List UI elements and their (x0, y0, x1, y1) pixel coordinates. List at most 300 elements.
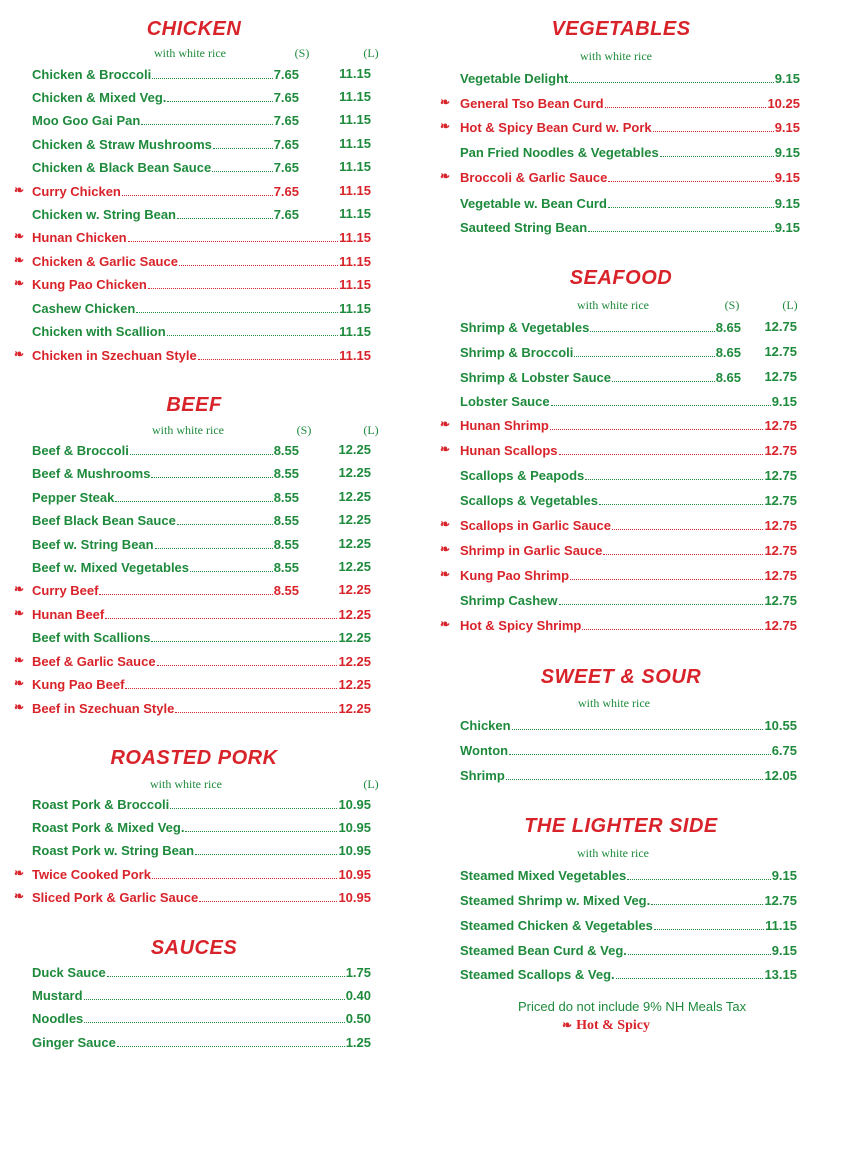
leader-dots (195, 854, 337, 855)
price: 0.40 (345, 987, 371, 1003)
menu-item-line (32, 156, 299, 178)
leader-dots (152, 878, 337, 879)
price-small: 7.65 (273, 136, 299, 152)
menu-item (440, 192, 802, 214)
menu-item-name: Noodles (32, 1010, 84, 1026)
hot-pepper-icon: ❧ (14, 347, 25, 361)
menu-item (14, 697, 374, 719)
menu-item (14, 1007, 374, 1029)
leader-dots (167, 335, 339, 336)
menu-item-line (460, 889, 797, 911)
hot-pepper-icon: ❧ (14, 889, 25, 903)
menu-item-name: Chicken in Szechuan Style (32, 347, 197, 363)
leader-dots (599, 504, 763, 505)
price-small: 8.55 (273, 465, 299, 481)
leader-dots (588, 231, 774, 232)
menu-item-name: Chicken & Mixed Veg. (32, 89, 167, 105)
hot-pepper-icon: ❧ (14, 276, 25, 290)
menu-item-line (32, 344, 371, 366)
leader-dots (608, 207, 774, 208)
menu-item-name: Hunan Beef (32, 606, 105, 622)
leader-dots (130, 454, 273, 455)
price: 11.15 (765, 917, 797, 933)
menu-item-name: Shrimp (460, 767, 505, 783)
leader-dots (512, 729, 764, 730)
leader-dots (167, 101, 272, 102)
menu-item-line (460, 316, 741, 338)
menu-item-name: Beef & Garlic Sauce (32, 653, 156, 669)
section-subheader (14, 777, 379, 793)
section-subtitle: with white rice (152, 423, 224, 437)
price-small: 8.55 (273, 489, 299, 505)
size-small-label: (S) (296, 423, 312, 437)
price: 12.75 (764, 892, 797, 908)
menu-item-line (32, 180, 299, 202)
menu-item-line (460, 341, 741, 363)
price-small: 7.65 (273, 183, 299, 199)
menu-item-line (32, 886, 371, 908)
menu-item (440, 92, 802, 114)
price-small: 8.55 (273, 536, 299, 552)
menu-item-line (32, 673, 371, 695)
menu-item-name: Hunan Chicken (32, 229, 127, 245)
menu-item-line (32, 603, 371, 625)
leader-dots (99, 594, 272, 595)
menu-item-line (32, 486, 299, 508)
menu-item (14, 863, 374, 885)
size-large-label: (L) (363, 423, 379, 437)
price-small: 7.65 (273, 66, 299, 82)
menu-item (440, 764, 802, 786)
leader-dots (608, 181, 773, 182)
menu-item-name: Pepper Steak (32, 489, 115, 505)
menu-item (440, 914, 802, 936)
menu-item (440, 963, 802, 985)
leader-dots (117, 1046, 345, 1047)
menu-item-line (32, 793, 371, 815)
leader-dots (155, 548, 273, 549)
leader-dots (212, 171, 272, 172)
section-subtitle: with white rice (154, 46, 226, 60)
menu-item-line (460, 764, 797, 786)
menu-item-name: Vegetable Delight (460, 70, 569, 86)
menu-item-name: Sliced Pork & Garlic Sauce (32, 889, 199, 905)
price: 11.15 (339, 276, 371, 292)
menu-item-name: Shrimp in Garlic Sauce (460, 542, 603, 558)
leader-dots (152, 78, 272, 79)
hot-pepper-icon: ❧ (440, 517, 451, 531)
menu-item (14, 1031, 374, 1053)
leader-dots (213, 148, 273, 149)
section-title: SWEET & SOUR (540, 666, 702, 688)
menu-item-name: Beef in Szechuan Style (32, 700, 175, 716)
menu-item-line (32, 697, 371, 719)
section-subheader (440, 49, 802, 65)
price: 10.95 (338, 819, 371, 835)
price: 9.15 (771, 942, 797, 958)
price-small: 8.65 (715, 344, 741, 360)
menu-item-line (460, 192, 800, 214)
hot-pepper-icon: ❧ (14, 700, 25, 714)
menu-item (14, 984, 374, 1006)
menu-item (14, 486, 374, 508)
menu-item-name: Cashew Chicken (32, 300, 136, 316)
menu-item-name: Roast Pork w. String Bean (32, 842, 195, 858)
section-title: CHICKEN (146, 18, 242, 40)
size-small-label: (S) (724, 298, 740, 312)
menu-item-line (32, 462, 299, 484)
menu-item-line (32, 509, 299, 531)
section-subheader (440, 846, 802, 862)
hot-pepper-icon: ❧ (440, 95, 451, 109)
price: 6.75 (771, 742, 797, 758)
menu-item-name: Duck Sauce (32, 964, 106, 980)
menu-item (440, 341, 802, 363)
menu-item (440, 889, 802, 911)
menu-item-line (32, 63, 299, 85)
leader-dots (128, 241, 339, 242)
hot-pepper-icon: ❧ (440, 119, 451, 133)
menu-item (440, 414, 802, 436)
menu-item-name: Steamed Chicken & Vegetables (460, 917, 653, 933)
menu-item-name: Beef & Mushrooms (32, 465, 151, 481)
leader-dots (585, 479, 763, 480)
menu-item-name: Mustard (32, 987, 83, 1003)
menu-item-name: Shrimp & Vegetables (460, 319, 590, 335)
price: 12.25 (338, 629, 371, 645)
hot-pepper-icon: ❧ (14, 653, 25, 667)
menu-item-name: Ginger Sauce (32, 1034, 116, 1050)
leader-dots (136, 312, 338, 313)
price: 12.05 (764, 767, 797, 783)
menu-item-name: Shrimp & Broccoli (460, 344, 574, 360)
price-large: 11.15 (339, 136, 371, 151)
tax-note: Priced do not include 9% NH Meals Tax (518, 999, 747, 1014)
leader-dots (122, 195, 273, 196)
menu-item (14, 250, 374, 272)
menu-item (14, 603, 374, 625)
menu-item-line (460, 92, 800, 114)
leader-dots (84, 1022, 344, 1023)
section-subtitle: with white rice (577, 298, 649, 312)
menu-item (440, 564, 802, 586)
leader-dots (654, 929, 764, 930)
menu-item (14, 650, 374, 672)
price: 11.15 (339, 347, 371, 363)
price: 1.75 (345, 964, 371, 980)
section-title: BEEF (166, 394, 222, 416)
price-large: 12.75 (764, 319, 797, 334)
price: 9.15 (774, 144, 800, 160)
hot-pepper-icon: ❧ (14, 866, 25, 880)
menu-item-name: Roast Pork & Mixed Veg. (32, 819, 185, 835)
price-large: 11.15 (339, 183, 371, 198)
price-large: 12.75 (764, 369, 797, 384)
menu-item-line (32, 109, 299, 131)
price: 9.15 (774, 70, 800, 86)
leader-dots (190, 571, 273, 572)
menu-item-line (460, 390, 797, 412)
price-small: 8.55 (273, 512, 299, 528)
hot-pepper-icon: ❧ (14, 183, 25, 197)
menu-item (440, 439, 802, 461)
menu-item (14, 273, 374, 295)
menu-item (440, 714, 802, 736)
menu-item-name: Twice Cooked Pork (32, 866, 151, 882)
price: 12.25 (338, 653, 371, 669)
menu-item-name: Beef & Broccoli (32, 442, 129, 458)
price: 9.15 (774, 119, 800, 135)
menu-item (14, 626, 374, 648)
hot-pepper-icon: ❧ (562, 1018, 573, 1032)
menu-item (14, 203, 374, 225)
menu-item-line (32, 626, 371, 648)
price: 12.75 (764, 542, 797, 558)
menu-item (440, 216, 802, 238)
menu-item (14, 793, 374, 815)
leader-dots (175, 712, 337, 713)
hot-pepper-icon: ❧ (14, 229, 25, 243)
menu-item (14, 839, 374, 861)
price: 12.25 (338, 676, 371, 692)
menu-item (440, 514, 802, 536)
menu-item-name: General Tso Bean Curd (460, 95, 604, 111)
section-title: SAUCES (150, 937, 238, 959)
leader-dots (84, 999, 345, 1000)
menu-item-name: Lobster Sauce (460, 393, 550, 409)
leader-dots (141, 124, 272, 125)
price: 11.15 (339, 300, 371, 316)
leader-dots (170, 808, 337, 809)
price-large: 11.15 (339, 89, 371, 104)
price: 9.15 (774, 219, 800, 235)
menu-item-line (32, 1031, 371, 1053)
price-large: 11.15 (339, 112, 371, 127)
leader-dots (570, 579, 763, 580)
leader-dots (574, 356, 714, 357)
menu-item-name: Curry Beef (32, 582, 99, 598)
menu-item (440, 739, 802, 761)
menu-item (14, 533, 374, 555)
price: 12.75 (764, 517, 797, 533)
leader-dots (616, 978, 764, 979)
price-large: 11.15 (339, 66, 371, 81)
price-small: 8.65 (715, 319, 741, 335)
menu-item-line (32, 650, 371, 672)
hot-pepper-icon: ❧ (14, 253, 25, 267)
menu-item (14, 156, 374, 178)
menu-item-line (460, 366, 741, 388)
menu-item-name: Hunan Shrimp (460, 417, 549, 433)
hot-pepper-icon: ❧ (14, 582, 25, 596)
menu-item-name: Kung Pao Chicken (32, 276, 147, 292)
menu-item-line (460, 564, 797, 586)
menu-item (440, 316, 802, 338)
price: 11.15 (339, 323, 371, 339)
leader-dots (105, 618, 337, 619)
menu-item-line (460, 67, 800, 89)
section-title: VEGETABLES (551, 18, 691, 40)
hot-pepper-icon: ❧ (440, 542, 451, 556)
leader-dots (185, 831, 337, 832)
price-large: 12.25 (338, 489, 371, 504)
section-title: THE LIGHTER SIDE (524, 815, 718, 837)
price: 12.75 (764, 467, 797, 483)
size-large-label: (L) (363, 777, 379, 791)
menu-item (14, 86, 374, 108)
hot-pepper-icon: ❧ (14, 606, 25, 620)
price-large: 11.15 (339, 206, 371, 221)
menu-item (440, 539, 802, 561)
price: 12.75 (764, 567, 797, 583)
price-small: 8.55 (273, 442, 299, 458)
price-small: 7.65 (273, 112, 299, 128)
menu-item-name: Moo Goo Gai Pan (32, 112, 141, 128)
section-subtitle: with white rice (150, 777, 222, 791)
price: 12.75 (764, 442, 797, 458)
price: 11.15 (339, 253, 371, 269)
spicy-legend (562, 1018, 650, 1034)
menu-item-name: Beef Black Bean Sauce (32, 512, 176, 528)
menu-item (440, 939, 802, 961)
leader-dots (199, 901, 337, 902)
menu-item (14, 109, 374, 131)
section-subtitle: with white rice (578, 696, 650, 710)
price-large: 12.25 (338, 536, 371, 551)
leader-dots (653, 131, 774, 132)
leader-dots (550, 429, 764, 430)
price-large: 12.25 (338, 559, 371, 574)
section-subtitle: with white rice (577, 846, 649, 860)
menu-item-name: Steamed Shrimp w. Mixed Veg. (460, 892, 651, 908)
menu-item (14, 462, 374, 484)
menu-item-name: Pan Fried Noodles & Vegetables (460, 144, 659, 160)
menu-item-line (460, 963, 797, 985)
leader-dots (148, 288, 338, 289)
price: 9.15 (774, 169, 800, 185)
leader-dots (569, 82, 773, 83)
menu-item (14, 961, 374, 983)
hot-pepper-icon: ❧ (440, 417, 451, 431)
leader-dots (179, 265, 338, 266)
price: 12.25 (338, 700, 371, 716)
section-subheader (14, 46, 379, 62)
price: 13.15 (764, 966, 797, 982)
menu-item-name: Vegetable w. Bean Curd (460, 195, 607, 211)
menu-item-name: Sauteed String Bean (460, 219, 588, 235)
leader-dots (603, 554, 763, 555)
menu-item-name: Shrimp & Lobster Sauce (460, 369, 611, 385)
menu-item-line (460, 614, 797, 636)
menu-item-line (460, 489, 797, 511)
menu-item-name: Roast Pork & Broccoli (32, 796, 170, 812)
menu-item-line (32, 1007, 371, 1029)
leader-dots (612, 529, 763, 530)
section-subheader (14, 423, 379, 439)
menu-item (14, 439, 374, 461)
menu-item-line (32, 226, 371, 248)
menu-item (14, 673, 374, 695)
menu-item-name: Hot & Spicy Shrimp (460, 617, 582, 633)
leader-dots (506, 779, 764, 780)
menu-item (14, 344, 374, 366)
price: 12.25 (338, 606, 371, 622)
leader-dots (177, 218, 273, 219)
section-title: ROASTED PORK (110, 747, 278, 769)
leader-dots (660, 156, 774, 157)
menu-item-name: Broccoli & Garlic Sauce (460, 169, 608, 185)
menu-item-line (460, 216, 800, 238)
menu-item-name: Beef w. String Bean (32, 536, 154, 552)
leader-dots (651, 904, 763, 905)
price-small: 8.65 (715, 369, 741, 385)
menu-item-line (32, 133, 299, 155)
menu-item-name: Chicken w. String Bean (32, 206, 176, 222)
menu-item-line (32, 984, 371, 1006)
menu-item-line (32, 816, 371, 838)
price: 10.55 (764, 717, 797, 733)
menu-item-name: Steamed Bean Curd & Veg. (460, 942, 627, 958)
menu-item-line (460, 739, 797, 761)
menu-item (14, 556, 374, 578)
leader-dots (627, 879, 771, 880)
menu-item (440, 366, 802, 388)
menu-item-line (32, 297, 371, 319)
hot-pepper-icon: ❧ (440, 442, 451, 456)
menu-item-line (32, 439, 299, 461)
size-large-label: (L) (363, 46, 379, 60)
menu-item (14, 133, 374, 155)
menu-item-line (32, 579, 299, 601)
price-large: 12.25 (338, 442, 371, 457)
price: 9.15 (771, 393, 797, 409)
price: 10.95 (338, 866, 371, 882)
menu-item-name: Scallops & Peapods (460, 467, 585, 483)
menu-item-line (32, 203, 299, 225)
menu-item (440, 67, 802, 89)
menu-item-line (32, 320, 371, 342)
price: 10.95 (338, 842, 371, 858)
leader-dots (628, 954, 771, 955)
menu-item-name: Steamed Mixed Vegetables (460, 867, 627, 883)
leader-dots (590, 331, 714, 332)
price-large: 12.25 (338, 465, 371, 480)
menu-item-line (32, 863, 371, 885)
price: 11.15 (339, 229, 371, 245)
price: 12.75 (764, 617, 797, 633)
leader-dots (582, 629, 763, 630)
menu-item-name: Chicken with Scallion (32, 323, 166, 339)
menu-item (14, 320, 374, 342)
price-small: 8.55 (273, 559, 299, 575)
price: 9.15 (774, 195, 800, 211)
menu-item-line (460, 464, 797, 486)
menu-item-line (460, 166, 800, 188)
menu-item-line (32, 86, 299, 108)
menu-item-line (460, 439, 797, 461)
menu-item-name: Steamed Scallops & Veg. (460, 966, 615, 982)
menu-item-name: Kung Pao Shrimp (460, 567, 570, 583)
leader-dots (612, 381, 715, 382)
menu-item (14, 226, 374, 248)
menu-item (440, 390, 802, 412)
leader-dots (157, 665, 338, 666)
menu-item (14, 816, 374, 838)
menu-item-line (32, 533, 299, 555)
menu-item-line (32, 250, 371, 272)
leader-dots (107, 976, 345, 977)
menu-item-name: Curry Chicken (32, 183, 121, 199)
